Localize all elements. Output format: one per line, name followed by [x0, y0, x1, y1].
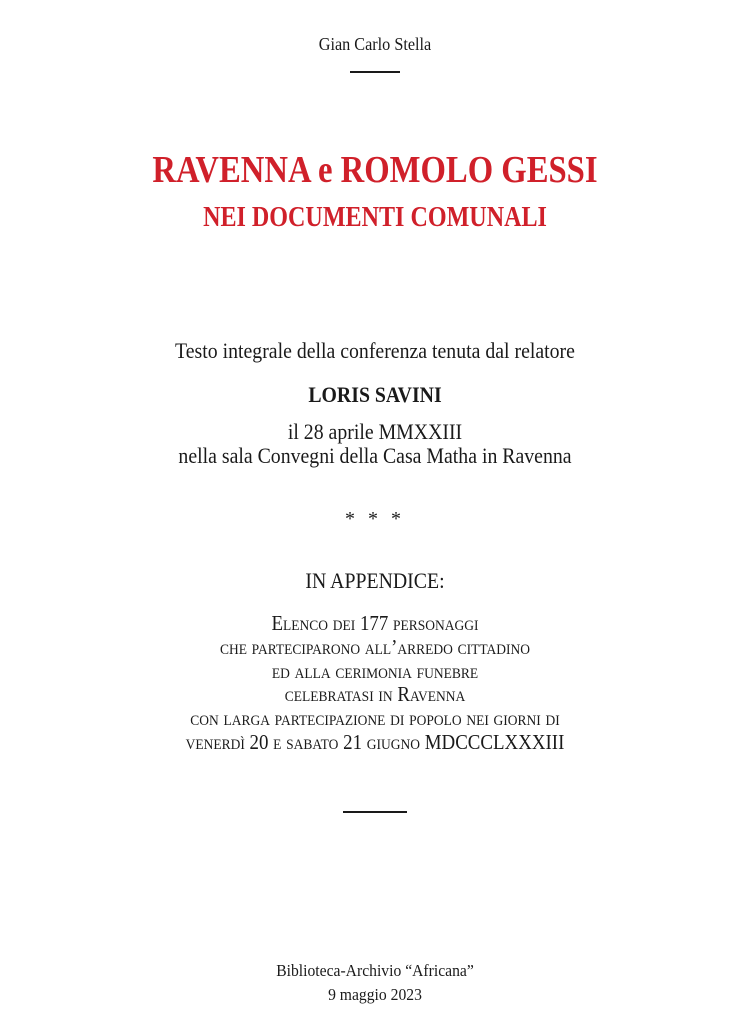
publisher: Biblioteca-Archivio “Africana” [276, 961, 474, 980]
appendix-heading: IN APPENDICE: [305, 568, 445, 593]
publication-date: 9 maggio 2023 [328, 985, 422, 1004]
appendix-line: Elenco dei 177 personaggi [271, 611, 479, 635]
author-name: Gian Carlo Stella [318, 34, 432, 54]
section-separator: * * * [345, 508, 405, 530]
top-divider [350, 71, 400, 73]
speaker-name: LORIS SAVINI [308, 382, 442, 407]
conference-venue: nella sala Convegni della Casa Matha in Ravenna [178, 443, 572, 468]
appendix-line: celebratasi in Ravenna [284, 682, 466, 707]
appendix-description [38, 612, 713, 755]
appendix-line: con larga partecipazione di popolo nei giorni di [190, 706, 560, 731]
lead-text: Testo integrale della conferenza tenuta dal relatore [175, 338, 575, 363]
conference-date: il 28 aprile MMXXIII [287, 419, 463, 444]
appendix-line: che parteciparono all’arredo cittadino [219, 634, 531, 659]
main-title: RAVENNA e ROMOLO GESSI [152, 149, 598, 191]
appendix-line: ed alla cerimonia funebre [271, 658, 479, 683]
subtitle: NEI DOCUMENTI COMUNALI [203, 202, 547, 233]
bottom-divider [343, 811, 407, 813]
appendix-line: venerdì 20 e sabato 21 giugno MDCCCLXXXIII [185, 729, 565, 754]
